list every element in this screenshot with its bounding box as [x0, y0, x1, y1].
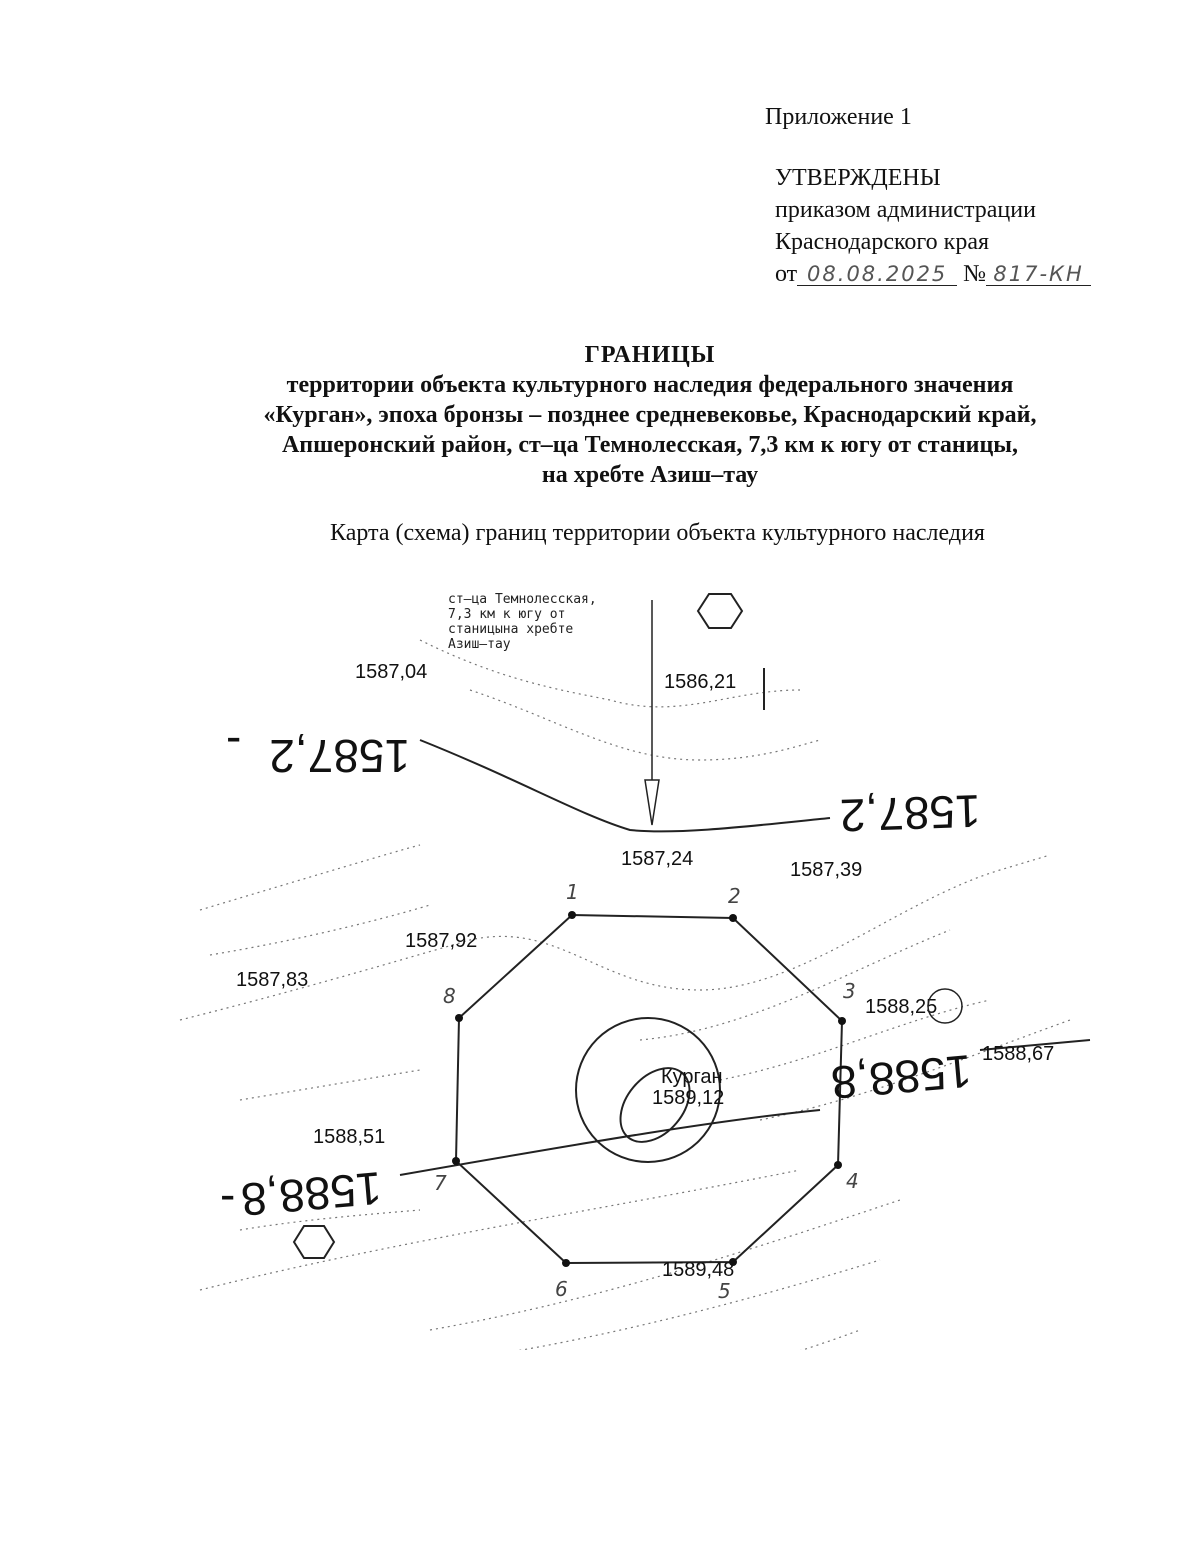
note-leader-arrow — [645, 600, 659, 825]
order-date: 08.08.2025 — [797, 263, 957, 286]
vertex-number: 7 — [434, 1171, 447, 1195]
main-contours — [400, 740, 1090, 1175]
contour-dash: - — [220, 1168, 236, 1220]
elevation-mark: 1587,83 — [236, 969, 309, 991]
note-line: 7,3 км к югу от — [448, 607, 566, 622]
vertex-number: 3 — [843, 979, 856, 1003]
elevation-mark: 1587,39 — [790, 859, 863, 881]
document-title — [100, 340, 1200, 490]
mound-elevation: 1589,12 — [652, 1087, 725, 1109]
territory-boundary — [456, 915, 842, 1263]
contour-label: 1588,8 — [238, 1162, 384, 1227]
approval-stamp — [775, 162, 1091, 290]
note-line: Азиш–тау — [448, 637, 511, 652]
elevation-mark: 1587,24 — [621, 848, 694, 870]
contour-label: 1587,2 — [839, 785, 982, 842]
map-caption: Карта (схема) границ территории объекта культурного наследия — [330, 520, 985, 546]
contour-label: 1587,2 — [269, 730, 410, 782]
elevation-mark: 1587,92 — [405, 930, 478, 952]
vertex-number: 2 — [728, 884, 741, 908]
vertex-number: 8 — [443, 984, 456, 1008]
note-line: ст–ца Темнолесская, — [448, 592, 597, 607]
approval-line: УТВЕРЖДЕНЫ — [775, 165, 941, 191]
approval-date-line — [775, 258, 1091, 290]
octagon-symbol — [294, 1226, 334, 1258]
title-line: Апшеронский район, ст–ца Темнолесская, 7,3 км к югу от станицы, — [281, 432, 1019, 458]
location-note — [448, 592, 597, 652]
elevation-mark: 1588,67 — [982, 1043, 1055, 1065]
elevation-mark: 1589,48 — [662, 1259, 735, 1281]
boundary-map — [0, 570, 1200, 1350]
order-number: 817-КН — [986, 263, 1091, 286]
approval-line: приказом администрации — [775, 197, 1036, 223]
approval-line: Краснодарского края — [775, 229, 990, 255]
vertex-number: 6 — [555, 1277, 568, 1301]
elevation-mark: 1588,51 — [313, 1126, 386, 1148]
elevation-mark: 1586,21 — [664, 671, 737, 693]
note-line: станицына хребте — [448, 622, 574, 637]
octagon-symbol — [698, 594, 742, 628]
title-line: территории объекта культурного наследия федерального значения — [286, 372, 1014, 398]
date-prefix: от — [775, 261, 798, 287]
contour-label: 1588,8 — [828, 1045, 974, 1110]
elevation-mark: 1588,25 — [865, 996, 938, 1018]
title-line: на хребте Азиш–тау — [541, 462, 759, 488]
number-prefix: № — [963, 261, 987, 287]
boundary-vertices — [452, 911, 846, 1267]
elevation-mark: 1587,04 — [355, 661, 428, 683]
contour-dash: - — [226, 710, 242, 762]
title-line: «Курган», эпоха бронзы – позднее средневековье, Краснодарский край, — [263, 402, 1037, 428]
appendix-label: Приложение 1 — [765, 104, 912, 130]
vertex-number: 4 — [846, 1169, 859, 1193]
mound-label: Курган — [661, 1066, 723, 1088]
vertex-number: 1 — [566, 880, 579, 904]
title-heading: ГРАНИЦЫ — [584, 342, 716, 368]
vertex-number: 5 — [718, 1279, 731, 1303]
